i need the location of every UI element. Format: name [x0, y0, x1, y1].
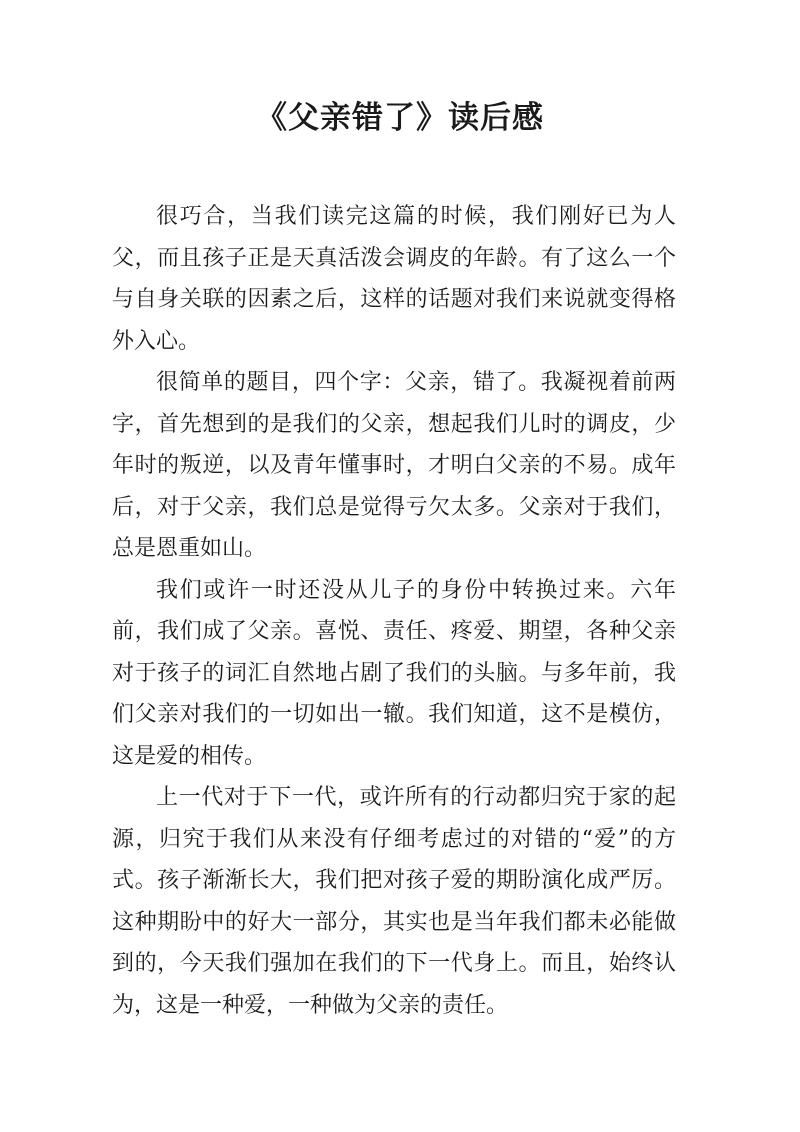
document-title: 《父亲错了》读后感 [256, 100, 544, 136]
document-body [112, 196, 676, 1026]
paragraph-1: 很巧合，当我们读完这篇的时候，我们刚好已为人父，而且孩子正是天真活泼会调皮的年龄。有了这么一个与自身关联的因素之后，这样的话题对我们来说就变得格外入心。 [112, 204, 676, 354]
paragraph-4: 上一代对于下一代，或许所有的行动都归究于家的起源，归究于我们从来没有仔细考虑过的对错的“爱”的方式。孩子渐渐长大，我们把对孩子爱的期盼演化成严厉。这种期盼中的好大一部分，其实也是当年我们都未必能做到的，今天我们强加在我们的下一代身上。而且，始终认为，这是一种爱，一种做为父亲的责任。 [112, 785, 676, 1018]
paragraph-2: 很简单的题目，四个字：父亲，错了。我凝视着前两字，首先想到的是我们的父亲，想起我们儿时的调皮，少年时的叛逆，以及青年懂事时，才明白父亲的不易。成年后，对于父亲，我们总是觉得亏欠太多。父亲对于我们，总是恩重如山。 [112, 370, 676, 561]
paragraph-3: 我们或许一时还没从儿子的身份中转换过来。六年前，我们成了父亲。喜悦、责任、疼爱、期望，各种父亲对于孩子的词汇自然地占剧了我们的头脑。与多年前，我们父亲对我们的一切如出一辙。我们知道，这不是模仿，这是爱的相传。 [112, 577, 676, 769]
